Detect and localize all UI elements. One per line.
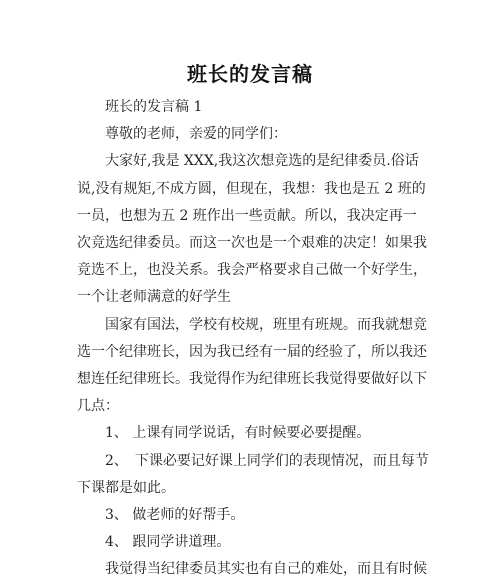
body-paragraph: 国家有国法，学校有校规，班里有班规。而我就想竞选一个纪律班长，因为我已经有一届的经验了，所以我还想连任纪律班长。我觉得作为纪律班长我觉得要做好以下几点： (77, 316, 427, 415)
salutation-paragraph: 尊敬的老师，亲爱的同学们： (105, 126, 287, 143)
list-item: 1、 上课有同学说话，有时候要必要提醒。 (105, 425, 371, 442)
document-title: 班长的发言稿 (187, 62, 313, 86)
list-item: 3、 做老师的好帮手。 (105, 507, 245, 524)
body-paragraph: 大家好,我是 XXX,我这次想竞选的是纪律委员.俗话说,没有规矩,不成方圆，但现在，我想：我也是五 2 班的一员，也想为五 2 班作出一些贡献。所以，我决定再一次竞选纪律委员。而这一次也是一个艰难的决定！如果我竞选不上，也没关系。我会严格要求自己做一个好学生，一个让老师满意的好学生 (77, 153, 427, 306)
document-body (77, 94, 429, 584)
body-paragraph: 我觉得当纪律委员其实也有自己的难处，而且有时候 (105, 561, 427, 578)
list-item: 4、 跟同学讲道理。 (105, 534, 231, 551)
heading-paragraph: 班长的发言稿 1 (105, 99, 203, 115)
list-item: 2、 下课必要记好课上同学们的表现情况，而且每节下课都是如此。 (77, 452, 429, 496)
